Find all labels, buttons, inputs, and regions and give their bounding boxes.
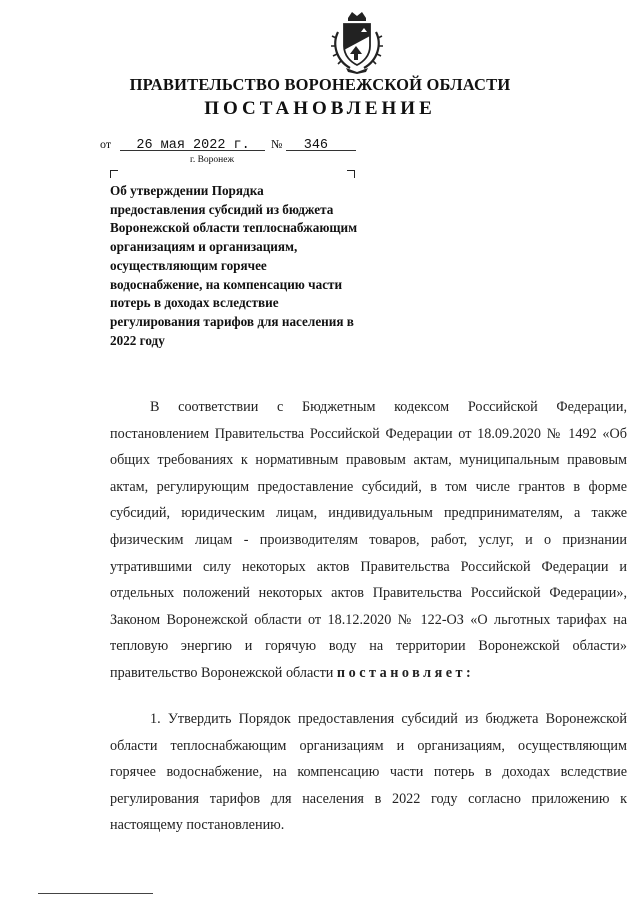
date-label: от [100,137,112,151]
date-underline [120,150,265,151]
number-underline [286,150,356,151]
preamble-text: В соответствии с Бюджетным кодексом Российской Федерации, постановлением Правительства Российской Федерации от 18.09.2020 № 1492 «Об общих требованиях к нормативным правовым актам, муниципальным правовым актам, регулирующим предоставление субсидий, в том числе грантов в форме субсидий, юридическим лицам, индивидуальным предпринимателям, а также физическим лицам - производителям товаров, работ, услуг, и о признании утратившими силу некоторых актов Правительства Российской Федерации и отдельных положений некоторых актов Правительства Российской Федерации», Законом Воронежской области от 18.12.2020 № 122-ОЗ «О льготных тарифах на тепловую энергию и горячую воду на территории Воронежской области» правительство Воронежской области [110,399,627,681]
document-subject: Об утверждении Порядка предоставления субсидий из бюджета Воронежской области теплоснабжающим организациям и организациям, осуществляющим горячее водоснабжение, на компенсацию части потерь в доходах вследствие регулирования тарифов для населения в 2022 году [110,183,358,348]
footer-rule [38,893,153,894]
subject-corner-left [110,170,118,178]
document-type: ПОСТАНОВЛЕНИЕ [204,98,436,119]
organization-title: ПРАВИТЕЛЬСТВО ВОРОНЕЖСКОЙ ОБЛАСТИ [129,75,511,94]
subject-corner-right [347,170,355,178]
clause-1-paragraph: 1. Утвердить Порядок предоставления субсидий из бюджета Воронежской области теплоснабжающим организациям и организациям, осуществляющим горячее водоснабжение, на компенсацию части потерь в доходах вследствие регулирования тарифов для населения в 2022 году согласно приложению к настоящему постановлению. [110,711,627,834]
document-number: 346 [303,138,329,153]
city-label: г. Воронеж [190,155,235,165]
document-date: 26 мая 2022 г. [136,138,250,153]
resolves-word: постановляет: [336,664,475,681]
number-label: № [271,137,283,151]
coat-of-arms-icon [328,10,386,74]
preamble-paragraph [110,394,627,687]
